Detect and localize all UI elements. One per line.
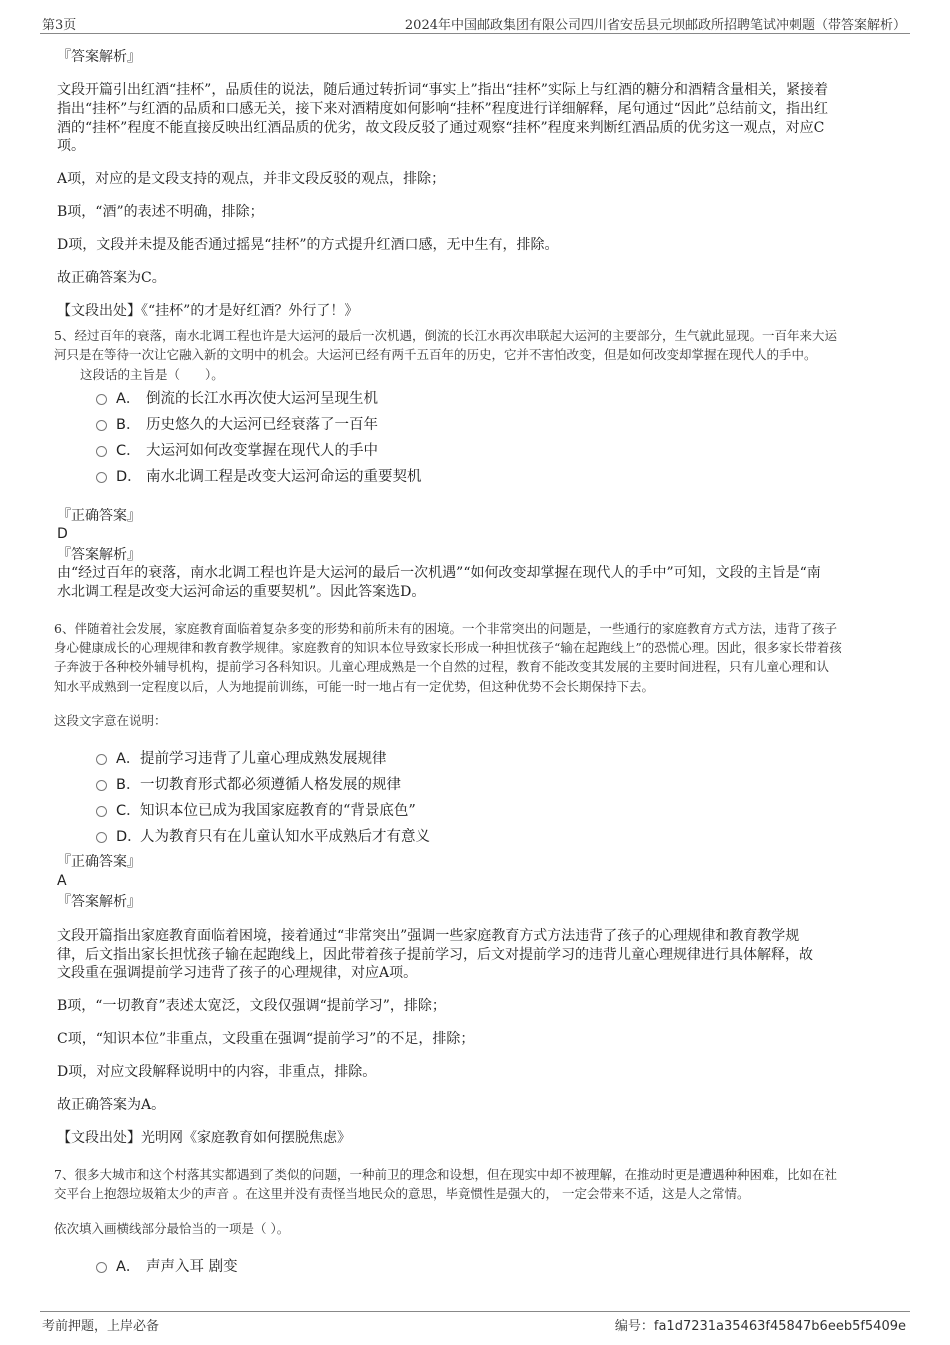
q6-note-b: B项，“一切教育”表述太宽泛，文段仅强调“提前学习”，排除； — [57, 998, 446, 1014]
q6-stem-line: 6、伴随着社会发展，家庭教育面临着复杂多变的形势和前所未有的困境。一个非常突出的问题是，一些通行的家庭教育方式方法，违背了孩子 — [54, 621, 837, 636]
footer-code-label: 编号： — [614, 1319, 654, 1334]
radio-icon[interactable] — [96, 394, 107, 405]
q5-question: 这段话的主旨是（ ）。 — [80, 367, 224, 382]
radio-icon[interactable] — [96, 420, 107, 431]
q5-correct-label: 『正确答案』 — [57, 508, 141, 524]
q6-analysis-line: 文段重在强调提前学习违背了孩子的心理规律，对应A项。 — [57, 965, 418, 981]
radio-icon[interactable] — [96, 754, 107, 765]
q4-note-d: D项，文段并未提及能否通过摇晃“挂杯”的方式提升红酒口感，无中生有，排除。 — [57, 237, 559, 253]
q6-stem-line: 子奔波于各种校外辅导机构，提前学习各科知识。儿童心理成熟是一个自然的过程，教育不能改变其发展的主要时间进程，只有儿童心理和认 — [54, 659, 830, 674]
q4-conclusion: 故正确答案为C。 — [57, 270, 166, 286]
radio-icon[interactable] — [96, 806, 107, 817]
footer-slogan: 考前押题，上岸必备 — [42, 1319, 160, 1334]
radio-icon[interactable] — [96, 446, 107, 457]
q7-stem-line: 7、很多大城市和这个村落其实都遇到了类似的问题，一种前卫的理念和设想，但在现实中却不被理解，在推动时更是遭遇种种困难，比如在社 — [54, 1167, 837, 1182]
q5-option-b[interactable]: B． 历史悠久的大运河已经衰落了一百年 — [96, 413, 378, 434]
q7-option-a[interactable]: A． 声声入耳 剧变 — [96, 1255, 238, 1276]
q6-stem-line: 身心健康成长的心理规律和教育教学规律。家庭教育的知识本位导致家长形成一种担忧孩子“输在起跑线上”的恐慌心理。因此，很多家长带着孩 — [54, 640, 842, 655]
radio-icon[interactable] — [96, 780, 107, 791]
q6-analysis-line: 文段开篇指出家庭教育面临着困境，接着通过“非常突出”强调一些家庭教育方式方法违背了孩子的心理规律和教育教学规 — [57, 928, 800, 944]
document-title: 2024年中国邮政集团有限公司四川省安岳县元坝邮政所招聘笔试冲刺题（带答案解析） — [404, 18, 906, 33]
q6-analysis-line: 律，后文指出家长担忧孩子输在起跑线上，因此带着孩子提前学习，后文对提前学习的违背儿童心理规律进行具体解释，故 — [57, 947, 813, 963]
q5-option-c[interactable]: C． 大运河如何改变掌握在现代人的手中 — [96, 439, 378, 460]
q5-correct-answer: D — [57, 526, 68, 542]
footer-divider — [40, 1311, 910, 1312]
q4-analysis-line: 酒的“挂杯”程度不能直接反映出红酒品质的优劣，故文段反驳了通过观察“挂杯”程度来判断红酒品质的优劣这一观点，对应C — [57, 120, 825, 136]
q5-option-d[interactable]: D． 南水北调工程是改变大运河命运的重要契机 — [96, 465, 422, 486]
footer-code — [615, 1315, 906, 1334]
q6-source: 【文段出处】光明网《家庭教育如何摆脱焦虑》 — [57, 1130, 351, 1146]
q5-stem-line: 5、经过百年的衰落，南水北调工程也许是大运河的最后一次机遇，倒流的长江水再次串联起大运河的主要部分，生气就此显现。一百年来大运 — [54, 328, 837, 343]
q6-option-b[interactable]: B． 一切教育形式都必须遵循人格发展的规律 — [96, 773, 401, 794]
radio-icon[interactable] — [96, 1262, 107, 1273]
q6-note-c: C项，“知识本位”非重点，文段重在强调“提前学习”的不足，排除； — [57, 1031, 475, 1047]
q4-analysis-line: 文段开篇引出红酒“挂杯”，品质佳的说法，随后通过转折词“事实上”指出“挂杯”实际上与红酒的糖分和酒精含量相关，紧接着 — [57, 82, 828, 98]
q6-conclusion: 故正确答案为A。 — [57, 1097, 166, 1113]
q6-correct-answer: A — [57, 873, 67, 889]
q6-analysis-label: 『答案解析』 — [57, 894, 141, 910]
q7-stem-line: 交平台上抱怨垃圾箱太少的声音 。在这里并没有责怪当地民众的意思，毕竟惯性是强大的， 一定会带来不适，这是人之常情。 — [54, 1186, 750, 1201]
radio-icon[interactable] — [96, 472, 107, 483]
q6-option-d[interactable]: D． 人为教育只有在儿童认知水平成熟后才有意义 — [96, 825, 430, 846]
q5-analysis-line: 由“经过百年的衰落，南水北调工程也许是大运河的最后一次机遇”“如何改变却掌握在现代人的手中”可知，文段的主旨是“南 — [57, 565, 821, 581]
q6-stem-line: 知水平成熟到一定程度以后，人为地提前训练，可能一时一地占有一定优势，但这种优势不会长期保持下去。 — [54, 679, 655, 694]
q4-source: 【文段出处】《“挂杯”的才是好红酒？外行了！》 — [57, 303, 359, 319]
footer-code-value: fa1d7231a35463f45847b6eeb5f5409e — [653, 1319, 906, 1334]
q4-note-a: A项，对应的是文段支持的观点，并非文段反驳的观点，排除； — [57, 171, 446, 187]
q4-analysis-line: 指出“挂杯”与红酒的品质和口感无关，接下来对酒精度如何影响“挂杯”程度进行详细解释，尾句通过“因此”总结前文，指出红 — [57, 101, 828, 117]
q5-stem-line: 河只是在等待一次让它融入新的文明中的机会。大运河已经有两千五百年的历史，它并不害怕改变，但是如何改变却掌握在现代人的手中。 — [54, 347, 817, 362]
radio-icon[interactable] — [96, 832, 107, 843]
q6-option-a[interactable]: A． 提前学习违背了儿童心理成熟发展规律 — [96, 747, 387, 768]
q6-note-d: D项，对应文段解释说明中的内容，非重点，排除。 — [57, 1064, 377, 1080]
q4-analysis-label: 『答案解析』 — [57, 49, 141, 65]
page-number: 第3页 — [42, 18, 77, 33]
q5-analysis-label: 『答案解析』 — [57, 547, 141, 563]
q5-option-a[interactable]: A． 倒流的长江水再次使大运河呈现生机 — [96, 387, 378, 408]
q6-correct-label: 『正确答案』 — [57, 854, 141, 870]
q6-question: 这段文字意在说明： — [54, 713, 167, 728]
q5-analysis-line: 水北调工程是改变大运河命运的重要契机”。因此答案选D。 — [57, 584, 426, 600]
q7-question: 依次填入画横线部分最恰当的一项是（ ）。 — [54, 1221, 290, 1236]
q4-note-b: B项，“酒”的表述不明确，排除； — [57, 204, 264, 220]
header-divider — [40, 33, 910, 34]
q6-option-c[interactable]: C． 知识本位已成为我国家庭教育的“背景底色” — [96, 799, 416, 820]
q4-analysis-line: 项。 — [57, 138, 85, 154]
